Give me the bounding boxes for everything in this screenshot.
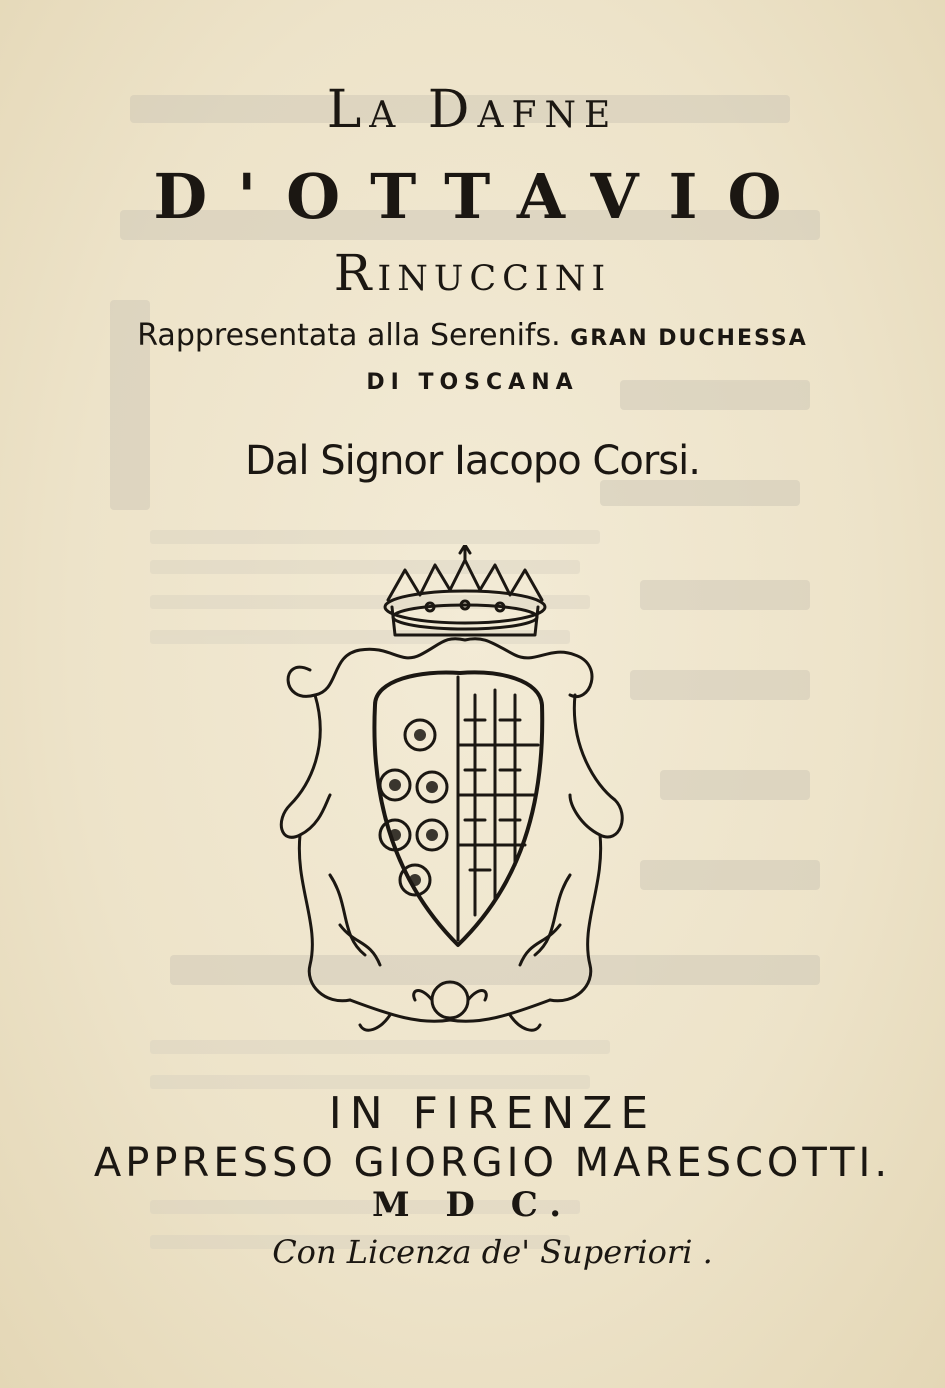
title-line-author-prefix: D'OTTAVIO [153, 160, 812, 233]
dedication-title: GRAN DUCHESSA [570, 326, 808, 351]
imprint-city: IN FIRENZE [328, 1088, 657, 1139]
title-line-author-surname: Rinuccini [333, 244, 612, 302]
license-line: Con Licenza de' Superiori . [272, 1233, 713, 1271]
coat-of-arms-icon [270, 545, 630, 1040]
imprint-year: M D C. [371, 1185, 574, 1225]
dedication-line [0, 318, 945, 353]
dedication-place: DI TOSCANA [366, 370, 579, 395]
title-line-la-dafne: La Dafne [326, 80, 619, 140]
dedication-text: Rappresentata alla Serenifs. [137, 318, 571, 353]
imprint-printer: APPRESSO GIORGIO MARESCOTTI. [93, 1140, 892, 1186]
patron-line: Dal Signor Iacopo Corsi. [245, 438, 700, 484]
